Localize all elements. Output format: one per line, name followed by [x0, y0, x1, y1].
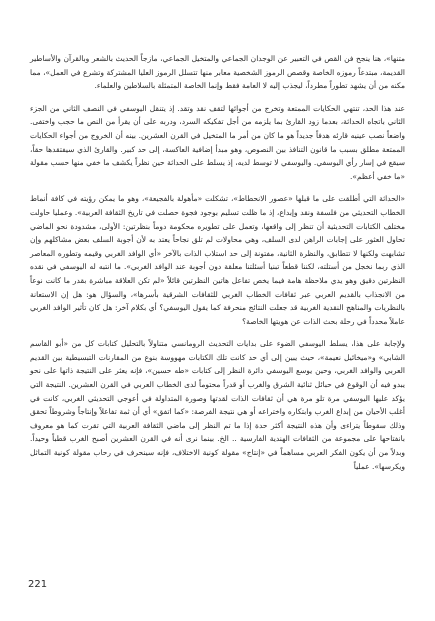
paragraph-3: «الحداثة التي أطلقت على ما قبلها «عصور الانحطاط»، تشكلت «مأهولة بالفجيعة»، وهو ما يمكن رؤيته في كافة أنماط الخطاب التحديثي من فلسفة ونقد وإبداع، إذ ما ظلت تسليم بوجود فجوة حصلت في تاريخ الثقافة العربية». وعمليا حاولت مختلف الكتابات التحديثية أن تنظر إلى واقعها، وتعمل على تطويره محكومة دوماً بنظرتين: الأولى، مشدودة نحو الماضي تحاول العثور على إجابات الراهن لدى السلف، وهي محاولات لم تلق نجاحاً يعتد به لأن أجوبة السلف بعض مشاكلهم وإن تشابهت ولكنها لا تتطابق، والنظرة الثانية، مفتونة إلى حد استلاب الذات بالآخر «أي الوافد الغربي وقيمه وتطوره المعاصر الذي ربما نخجل من أستلته، لكننا قطعاً تبنيا أسئلتنا معلقة دون أجوبة عند الوافد الغربي». ما انتبه له اليوسفي في نقده النظرتين دقيق وهو يدي ملاحظة هامة فيما يخص تفاعل هاتين النظرتين قائلاً «لم تكن العلاقة مباشرة بقدر ما كانت نوعاً من الانجذاب بالقديم العربي عبر ثقافات الخطاب الغربي للثقافات الشرقية بأسرها»، والسؤال هو: هل إن الاستعانة بالنظريات والمناهج النقدية الغربية قد جعلت النتائج منحرفة كما يقول اليوسفي؟ أي بكلام آخر: هل كان تأثير الوافد الغربي عاملاً محدداً في رحلة بحث الذات عن هويتها الخاصة؟ — [30, 194, 405, 326]
paragraph-4: ولإجابة على هذا، يسلط اليوسفي الضوء على بدايات التحديث الرومانسي متناولاً بالتحليل كتابات كل من «أبو القاسم الشابي» و«ميخائيل نعيمة»، حيث يبين إلى أي حد كانت تلك الكتابات مهووسة بنوع من المقارنات التبسيطية بين القديم العربي والوافد الغربي، وحين يوسع اليوسفي دائرة النظر إلى كتابات «طه حسين»، فإنه يعثر على النتيجة ذاتها على نحو يبدو فيه أن الوقوع في حبائل ثنائية الشرق والغرب أو قدراً محتوماً لدى الخطاب العربي في القرن العشرين. النتيجة التي يؤكد عليها اليوسفي مرة تلو مرة هي أن ثقافات الذات لقدتها وصورة المتداولة في أعوجي التحديثي الغربي، كانت في أغلب الأحيان من إبداع الغرب وابتكاره واختراعه أو هي نتيجة الفرصة: «كما اتفق» أي أن ثمة تفاعلاً وإنتاجاً وشروطاً تحقق وذلك سقوطاً يتراءى وأن هذه النتيجة أكثر حدة إذا ما تم النظر إلى ماضي الثقافة العربية التي تقرت كما هو معروف بانفتاحها على مجموعة من الثقافات الهندية الفارسية .. الخ. بينما نرى أنه في القرن العشرين أصبح الغرب قطباً وحيداً. وبدلاً من أن يكون الفكر العربي مساهماً في «إنتاج» مقولة كونية الاختلاف، فإنه سينحرف في رحاب مقولة كونية التماثل ويكرسها». عملياً — [30, 339, 405, 471]
page-number: 221 — [28, 579, 48, 590]
paragraph-1: متنها»، هنا ينجح فن القص في التعبير عن الوجدان الجماعي والمتخيل الجماعي، مازجاً الحديث بالشعر وبالقرآن والأساطير القديمة، مبتدعاً رموزه الخاصة وقصص الرموز الشخصية معابر منها تتسلل الرموز العليا المشتركة وتشرع في العمل»، مما مكنه من أن يشهد تطوراً مطرداً، ليجذب إليه لا العامة فقط وإنما الخاصة المتمثلة بالسلاطين والعلماء. — [30, 54, 405, 91]
paragraph-2: عند هذا الحد، تنتهي الحكايات الممتعة وتخرج من أجوائها لتقف نقد وتقد. إذ يتنقل اليوسفي في النصف الثاني من الجزء الثاني باتجاه الحداثة، بعدما زود القارئ بما يلزمه من أجل تفكيكه السرد، ودربه على أن يقرأ من النص ما حجب واختفى. واضعاً نصب عينيه قارئه هدفاً جديداً هو ما كان من أمر ما المتخيل في القرن العشرين. بينه أن الخروج من أجواء الحكايات الممتعة مطلق بسبب ما قانون التنافذ بين النصوص، وهو مبدأ إضافية العاكسة، إلى حد كبير. والقارئ الذي سيفتقدها حقاً، سيقع في إسار رأي اليوسفي. واليوسفي لا توسط لديه، إذ يسلط على الحداثة حين نظراً يكشف ما خفي منها حسب مقولة «ما خفي أعظم». — [30, 103, 405, 181]
